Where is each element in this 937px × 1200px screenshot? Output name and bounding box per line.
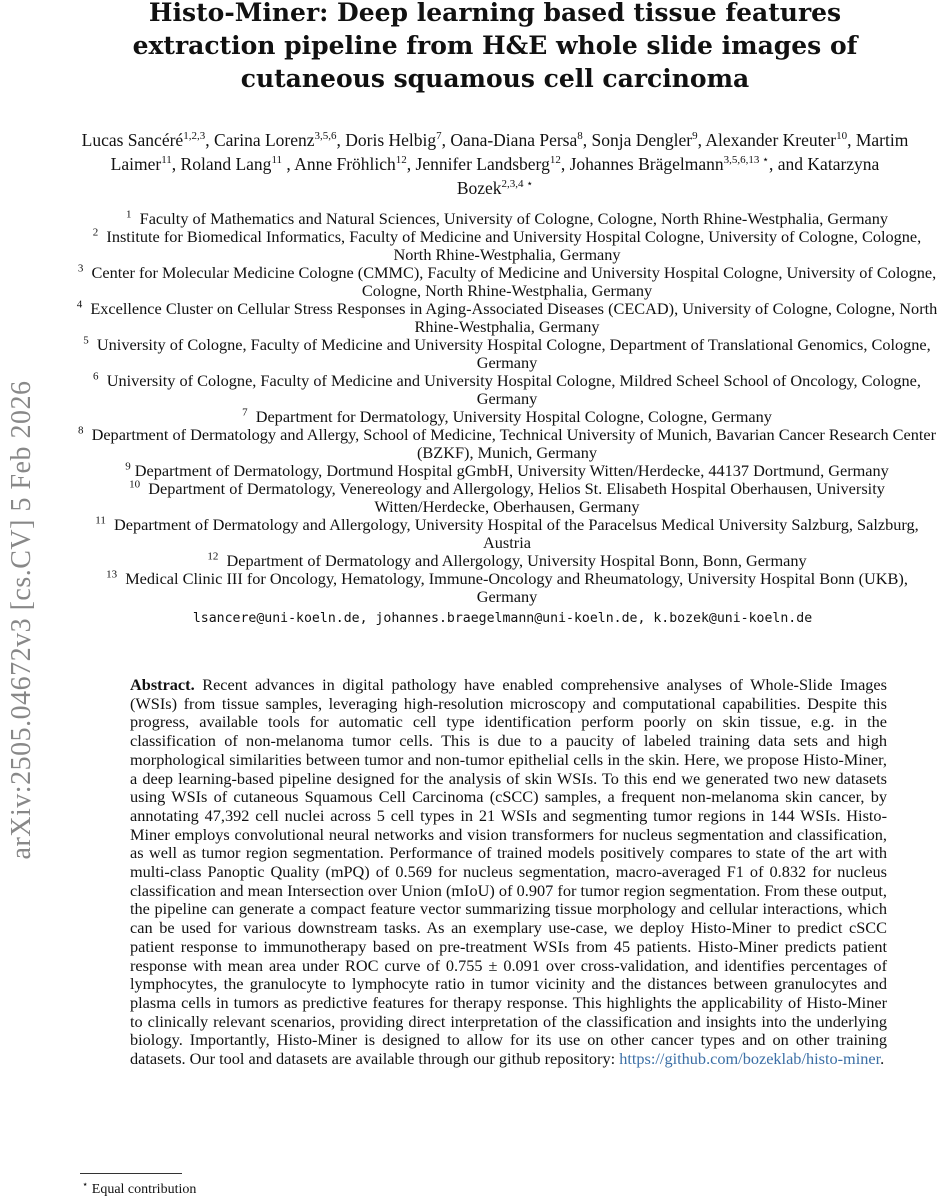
affiliation: $^{11}$ Department of Dermatology and Allergology, University Hospital of the Paracelsus Medical University Salzburg, Salzburg, Austria	[95, 514, 919, 552]
affiliation: $^9$ Department of Dermatology, Dortmund Hospital gGmbH, University Witten/Herdecke, 44137 Dortmund, Germany	[125, 460, 889, 480]
affiliation: $^6$ University of Cologne, Faculty of Medicine and University Hospital Cologne, Mildred Scheel School of Oncology, Cologne, Germany	[93, 370, 921, 408]
affiliation: $^5$ University of Cologne, Faculty of Medicine and University Hospital Cologne, Department of Translational Genomics, Cologne, Germany	[83, 334, 931, 372]
affiliation: $^7$ Department for Dermatology, University Hospital Cologne, Cologne, Germany	[242, 406, 772, 426]
github-link[interactable]: https://github.com/bozeklab/histo-miner	[619, 1049, 881, 1069]
affiliation: $^{10}$ Department of Dermatology, Venereology and Allergology, Helios St. Elisabeth Hospital Oberhausen, University Witten/Herdecke, Oberhausen, Germany	[129, 478, 885, 516]
author-list: Lucas Sancéré$^{1,2,3}$, Carina Lorenz$^{3,5,6}$, Doris Helbig$^7$, Oana-Diana Persa$^8$, Sonja Dengler$^9$, Alexander Kreuter$^{10}$, Martim Laimer$^{11}$, Roland Lang$^{11}$ , Anne Fröhlich$^{12}$, Jennifer Landsberg$^{12}$, Johannes Brägelmann$^{3,5,6,13 ⋆}$, and Katarzyna Bozek$^{2,3,4 ⋆}$	[81, 130, 909, 198]
arxiv-sidebar-stamp	[4, 300, 40, 940]
affiliation: $^{12}$ Department of Dermatology and Allergology, University Hospital Bonn, Bonn, Germany	[207, 550, 807, 570]
paper-title: Histo-Miner: Deep learning based tissue features extraction pipeline from H&E whole slide images of cutaneous squamous cell carcinoma	[132, 0, 858, 93]
affiliation: $^2$ Institute for Biomedical Informatics, Faculty of Medicine and University Hospital Cologne, University of Cologne, Cologne, North Rhine-Westphalia, Germany	[92, 226, 922, 264]
author-emails: lsancere@uni-koeln.de, johannes.braegelmann@uni-koeln.de, k.bozek@uni-koeln.de	[192, 611, 813, 626]
footnote-divider	[80, 1173, 182, 1174]
footnote: ⋆ Equal contribution	[82, 1179, 197, 1197]
abstract: Abstract. Recent advances in digital pathology have enabled comprehensive analyses of Whole-Slide Images (WSIs) from tissue samples, leveraging high-resolution microscopy and computational capabilities. Despite this progress, available tools for automatic cell type identification perform poorly on skin tissue, e.g. in the classification of non-melanoma tumor cells. This is due to a paucity of labeled training data sets and high morphological similarities between tumor and non-tumor epithelial cells in the skin. Here, we propose Histo-Miner, a deep learning-based pipeline designed for the analysis of skin WSIs. To this end we generated two new datasets using WSIs of cutaneous Squamous Cell Carcinoma (cSCC) samples, a frequent non-melanoma skin cancer, by annotating 47,392 cell nuclei across 5 cell types in 21 WSIs and segmenting tumor regions in 144 WSIs. Histo-Miner employs convolutional neural networks and vision transformers for nucleus segmentation and classification, as well as tumor region segmentation. Performance of trained models positively compares to state of the art with multi-class Panoptic Quality (mPQ) of 0.569 for nucleus segmentation, macro-averaged F1 of 0.832 for nucleus classification and mean Intersection over Union (mIoU) of 0.907 for tumor region segmentation. From these output, the pipeline can generate a compact feature vector summarizing tissue morphology and cellular interactions, which can be used for various downstream tasks. As an exemplary use-case, we deploy Histo-Miner to predict cSCC patient response to immunotherapy based on pre-treatment WSIs from 45 patients. Histo-Miner predicts patient response with mean area under ROC curve of 0.755 ± 0.091 over cross-validation, and identifies percentages of lymphocytes, the granulocyte to lymphocyte ratio in tumor vicinity and the distances between granulocytes and plasma cells in tumors as predictive features for therapy response. This highlights the applicability of Histo-Miner to clinically relevant scenarios, providing direct interpretation of the classification and insights into the underlying biology. Importantly, Histo-Miner is designed to allow for its use on other cancer types and on other training datasets. Our tool and datasets are available through our github repository: https://github.com/bozeklab/histo-miner.	[130, 675, 887, 1069]
affiliation: $^4$ Excellence Cluster on Cellular Stress Responses in Aging-Associated Diseases (CECAD), University of Cologne, Cologne, North Rhine-Westphalia, Germany	[76, 298, 937, 336]
affiliation: $^3$ Center for Molecular Medicine Cologne (CMMC), Faculty of Medicine and University Hospital Cologne, University of Cologne, Cologne, North Rhine-Westphalia, Germany	[77, 262, 937, 300]
abstract-label: Abstract.	[130, 675, 195, 694]
affiliation: $^1$ Faculty of Mathematics and Natural Sciences, University of Cologne, Cologne, North Rhine-Westphalia, Germany	[126, 208, 888, 228]
abstract-text: Recent advances in digital pathology have enabled comprehensive analyses of Whole-Slide Images (WSIs) from tissue samples, leveraging high-resolution microscopy and computational capabilities. Despite this progress, available tools for automatic cell type identification perform poorly on skin tissue, e.g. in the classification of non-melanoma tumor cells. This is due to a paucity of labeled training data sets and high morphological similarities between tumor and non-tumor epithelial cells in the skin. Here, we propose Histo-Miner, a deep learning-based pipeline designed for the analysis of skin WSIs. To this end we generated two new datasets using WSIs of cutaneous Squamous Cell Carcinoma (cSCC) samples, a frequent non-melanoma skin cancer, by annotating 47,392 cell nuclei across 5 cell types in 21 WSIs and segmenting tumor regions in 144 WSIs. Histo-Miner employs convolutional neural networks and vision transformers for nucleus segmentation and classification, as well as tumor region segmentation. Performance of trained models positively compares to state of the art with multi-class Panoptic Quality (mPQ) of 0.569 for nucleus segmentation, macro-averaged F1 of 0.832 for nucleus classification and mean Intersection over Union (mIoU) of 0.907 for tumor region segmentation. From these output, the pipeline can generate a compact feature vector summarizing tissue morphology and cellular interactions, which can be used for various downstream tasks. As an exemplary use-case, we deploy Histo-Miner to predict cSCC patient response to immunotherapy based on pre-treatment WSIs from 45 patients. Histo-Miner predicts patient response with mean area under ROC curve of 0.755 ± 0.091 over cross-validation, and identifies percentages of lymphocytes, the granulocyte to lymphocyte ratio in tumor vicinity and the distances between granulocytes and plasma cells in tumors as predictive features for therapy response. This highlights the applicability of Histo-Miner to clinically relevant scenarios, providing direct interpretation of the classification and insights into the underlying biology. Importantly, Histo-Miner is designed to allow for its use on other cancer types and on other training datasets. Our tool and datasets are available through our github repository:	[130, 675, 887, 1069]
arxiv-id: arXiv:2505.04672v3 [cs.CV] 5 Feb 2026	[6, 380, 37, 860]
affiliation: $^{13}$ Medical Clinic III for Oncology, Hematology, Immune-Oncology and Rheumatology, University Hospital Bonn (UKB), Germany	[106, 568, 908, 606]
affiliation: $^8$ Department of Dermatology and Allergy, School of Medicine, Technical University of Munich, Bavarian Cancer Research Center (BZKF), Munich, Germany	[77, 424, 937, 462]
affiliation-list	[76, 210, 937, 606]
